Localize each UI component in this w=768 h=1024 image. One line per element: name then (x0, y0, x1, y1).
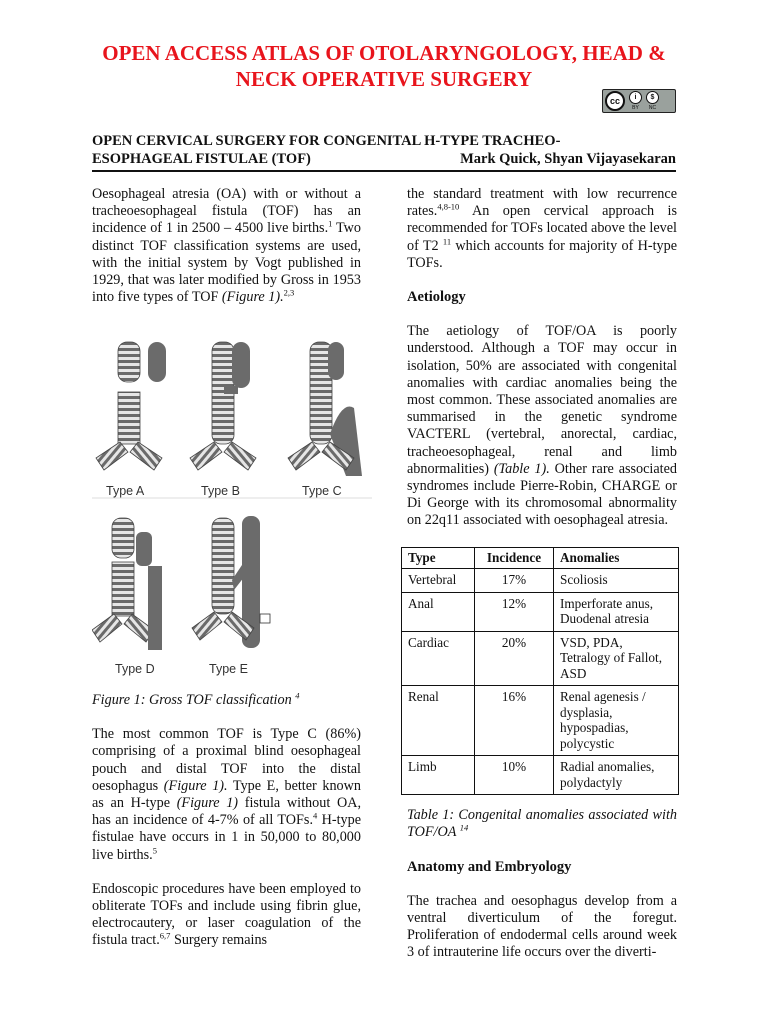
header-anomalies: Anomalies (554, 547, 679, 569)
creative-commons-license-badge[interactable] (602, 89, 676, 113)
figure-1-caption: Figure 1: Gross TOF classification $^4$ (92, 690, 300, 708)
noncommercial-icon: $ NC (646, 91, 659, 111)
cell-type: Anal (402, 592, 475, 631)
label-type-c: Type C (302, 484, 342, 498)
anatomy-heading: Anatomy and Embryology (407, 858, 572, 875)
cell-incidence: 10% (475, 756, 554, 795)
cc-icon: cc (605, 91, 625, 111)
label-type-a: Type A (106, 484, 145, 498)
cell-type: Renal (402, 686, 475, 756)
by-label: BY (632, 105, 639, 111)
tof-types-illustration (92, 336, 372, 682)
right-column (407, 186, 677, 962)
table-row (402, 631, 679, 686)
table-row (402, 756, 679, 795)
cell-anomalies: Radial anomalies, polydactyly (554, 756, 679, 795)
type-e-diagram (192, 516, 270, 648)
cell-type: Limb (402, 756, 475, 795)
treatment-paragraph: the standard treatment with low recurrence rates.$^{4,8-10}$ An open cervical approach is recommended for TOFs located above the level of T2 $^{11}$ which accounts for majority of H-type TOFs. (407, 186, 678, 271)
cell-incidence: 20% (475, 631, 554, 686)
cell-anomalies: VSD, PDA, Tetralogy of Fallot, ASD (554, 631, 679, 686)
label-type-b: Type B (201, 484, 240, 498)
article-title-line2: ESOPHAGEAL FISTULAE (TOF) (92, 151, 311, 167)
table-row (402, 569, 679, 593)
anatomy-paragraph: The trachea and oesophagus develop from a ventral diverticulum of the foregut. Proliferation of endodermal cells around week 3 of intrauterine life occurs over the diverti- (407, 892, 677, 961)
endoscopic-paragraph: Endoscopic procedures have been employed to obliterate TOFs and include using fibrin glue, electrocautery, or laser coagulation of the fistula tract.$^{6,7}$ Surgery remains (92, 880, 361, 949)
atlas-title-line2: NECK OPERATIVE SURGERY (235, 67, 533, 91)
figure-gross-classification (92, 336, 372, 682)
type-c-paragraph: The most common TOF is Type C (86%) comprising of a proximal blind oesophageal pouch and distal TOF into the distal oesophagus (Figure 1). Type E, better known as an H-type (Figure 1) fistula without OA, has an incidence of 4-7% of all TOFs.$^4$ H-type fistulae have occurs in 1 in 50,000 to 80,000 live births.$^5$ (92, 726, 361, 863)
table-row (402, 686, 679, 756)
left-lower-column (92, 692, 361, 950)
by-attribution-icon: i BY (629, 91, 642, 111)
type-b-diagram (190, 342, 256, 470)
atlas-title (0, 40, 768, 92)
table-row (402, 592, 679, 631)
nc-label: NC (648, 105, 657, 111)
aetiology-paragraph: The aetiology of TOF/OA is poorly understood. Although a TOF may occur in isolation, 50% are associated with congenital anomalies with cardiac anomalies being the most common. These associated anomalies are summarised in the genetic syndrome VACTERL (vertebral, anorectal, cardiac, tracheoesophageal, renal and limb abnormalities) (Table 1). Other rare associated syndromes include Pierre-Robin, CHARGE or Di George with its chromosomal abnormality on 22q11 associated with oesophageal atresia. (407, 323, 677, 529)
cell-anomalies: Renal agenesis / dysplasia, hypospadias, polycystic (554, 686, 679, 756)
cell-incidence: 12% (475, 592, 554, 631)
cell-incidence: 17% (475, 569, 554, 593)
cell-type: Cardiac (402, 631, 475, 686)
table-header-row (402, 547, 679, 569)
table-1-caption: Table 1: Congenital anomalies associated with TOF/OA $^{14}$ (407, 807, 677, 841)
cell-anomalies: Scoliosis (554, 569, 679, 593)
type-d-diagram (92, 518, 162, 650)
header-incidence: Incidence (475, 547, 554, 569)
left-column (92, 186, 361, 306)
article-authors: Mark Quick, Shyan Vijayasekaran (460, 151, 676, 167)
intro-paragraph: Oesophageal atresia (OA) with or without a tracheoesophageal fistula (TOF) has an incidence of 1 in 2500 – 4500 live births.$^1$ Two distinct TOF classification systems are used, with the initial system by Vogt published in 1929, that was later modified by Gross in 1953 into five types of TOF (Figure 1).$^{2,3}$ (92, 186, 361, 306)
header-type: Type (402, 547, 475, 569)
article-title-line1: OPEN CERVICAL SURGERY FOR CONGENITAL H-TYPE TRACHEO- (92, 133, 561, 149)
type-c-diagram (288, 342, 362, 476)
label-type-d: Type D (115, 662, 155, 676)
aetiology-heading: Aetiology (407, 289, 466, 306)
anomalies-table (401, 547, 679, 796)
label-type-e: Type E (209, 662, 248, 676)
cell-anomalies: Imperforate anus, Duodenal atresia (554, 592, 679, 631)
cell-incidence: 16% (475, 686, 554, 756)
atlas-title-line1: OPEN ACCESS ATLAS OF OTOLARYNGOLOGY, HEAD & (102, 41, 666, 65)
type-a-diagram (96, 342, 166, 470)
cell-type: Vertebral (402, 569, 475, 593)
article-title-block (92, 132, 676, 172)
